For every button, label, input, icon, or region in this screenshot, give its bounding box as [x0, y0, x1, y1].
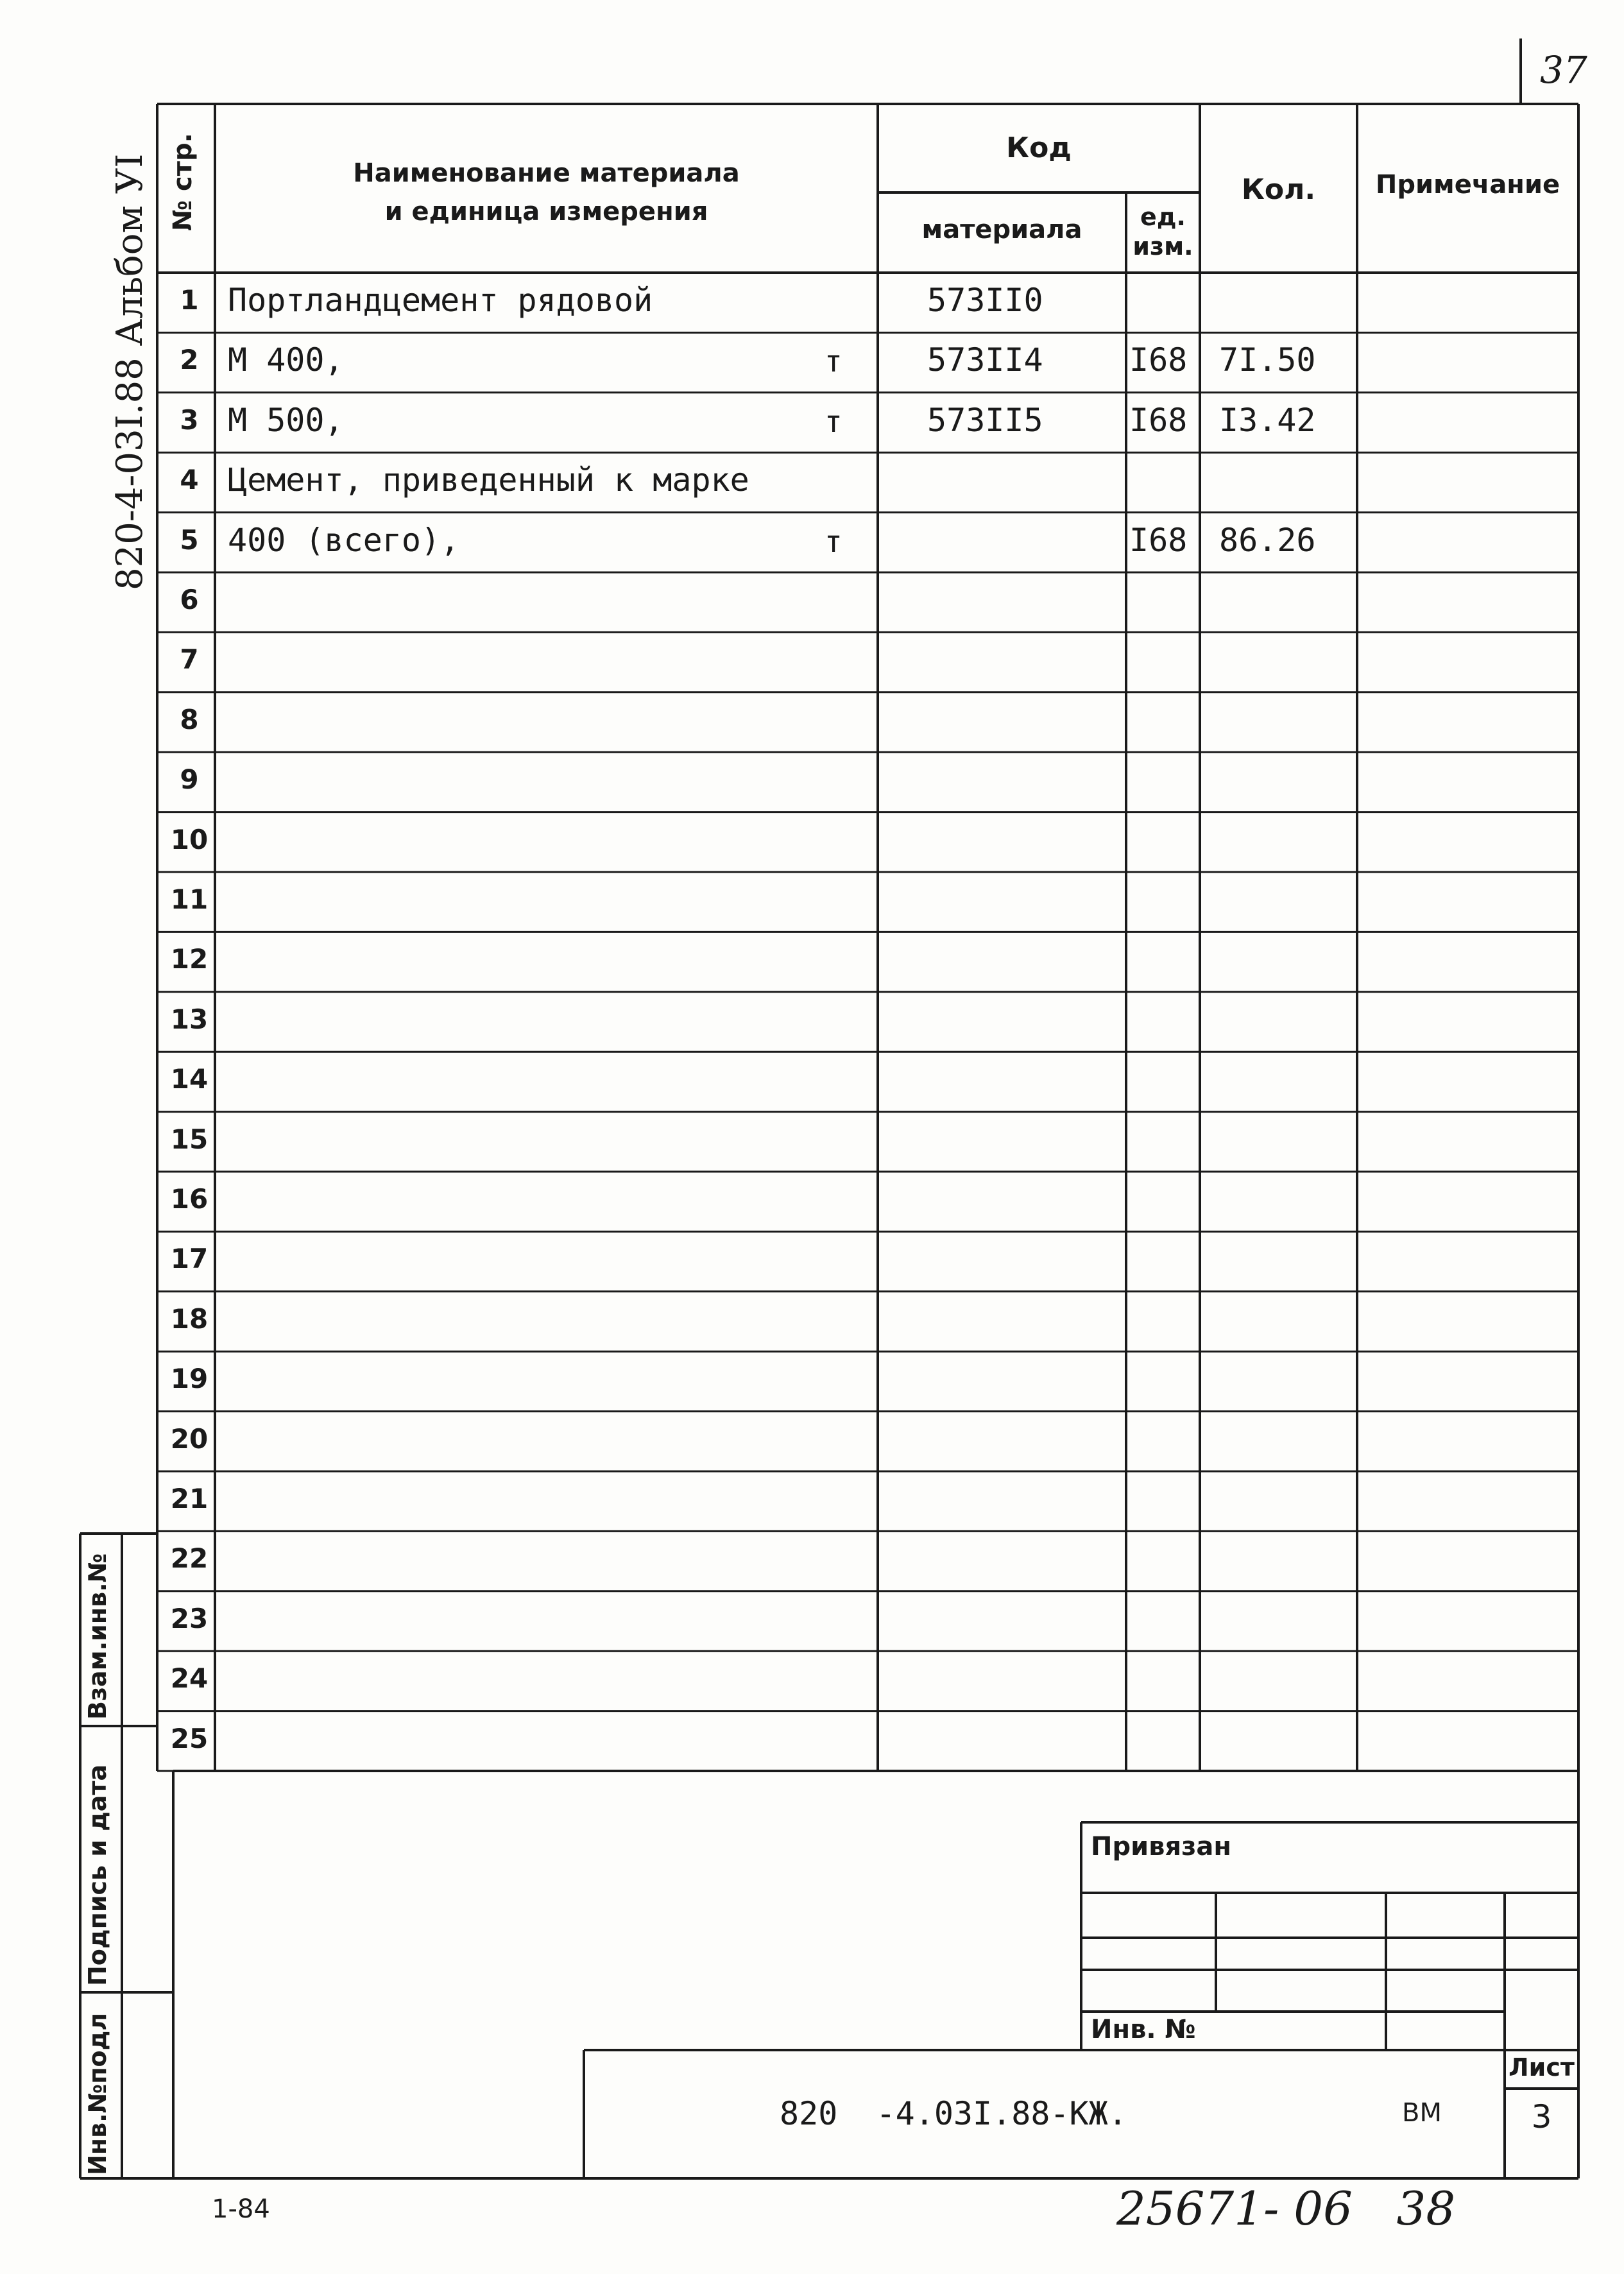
table-row — [0, 393, 1624, 452]
header-name-line1: Наименование материала — [353, 158, 740, 188]
table-row — [0, 992, 1624, 1052]
header-code-material: материала — [921, 215, 1082, 244]
table-row — [0, 872, 1624, 932]
row-number: 16 — [170, 1183, 209, 1215]
stamp-inv-no: Инв. № — [1091, 2015, 1196, 2044]
row-name: М 400, — [228, 341, 344, 379]
album-side-label: 820-4-03I.88 Альбом УI — [109, 153, 151, 590]
table-row — [0, 632, 1624, 692]
row-number: 21 — [170, 1483, 209, 1514]
row-number: 12 — [170, 943, 209, 975]
row-number: 5 — [180, 524, 199, 556]
header-no: № стр. — [168, 133, 198, 231]
row-code: 573II4 — [927, 341, 1043, 379]
table-row — [0, 752, 1624, 812]
row-code: 573II5 — [927, 401, 1043, 439]
row-code: 573II0 — [927, 282, 1043, 319]
row-number: 24 — [170, 1663, 209, 1695]
left-strip-podpis: Подпись и дата — [83, 1764, 112, 1986]
table-row — [0, 1711, 1624, 1771]
table-row — [0, 1112, 1624, 1172]
row-number: 8 — [180, 703, 199, 735]
row-number: 3 — [180, 404, 199, 436]
row-unit-symbol: т — [825, 524, 842, 559]
header-note: Примечание — [1375, 170, 1560, 200]
row-number: 14 — [170, 1063, 209, 1095]
row-qty: 86.26 — [1219, 521, 1316, 559]
header-name-line2: и единица измерения — [384, 197, 708, 227]
row-name: М 500, — [228, 401, 344, 439]
table-row — [0, 1351, 1624, 1411]
table-row — [0, 513, 1624, 572]
row-qty: I3.42 — [1219, 401, 1316, 439]
row-unit: I68 — [1129, 401, 1188, 439]
row-name: Цемент, приведенный к марке — [228, 461, 749, 499]
row-number: 4 — [180, 464, 199, 496]
table-row — [0, 1172, 1624, 1231]
table-row — [0, 1651, 1624, 1711]
footer-form-no: 1-84 — [212, 2194, 270, 2224]
table-row — [0, 1531, 1624, 1591]
row-unit: I68 — [1129, 341, 1188, 379]
row-number: 1 — [180, 284, 199, 316]
table-row — [0, 332, 1624, 392]
row-number: 13 — [170, 1003, 209, 1035]
row-unit: I68 — [1129, 521, 1188, 559]
row-number: 22 — [170, 1543, 209, 1575]
row-qty: 7I.50 — [1219, 341, 1316, 379]
footer-handwritten-number: 25671- 06 38 — [1116, 2182, 1456, 2236]
header-unit-line1: ед. — [1140, 203, 1186, 231]
row-number: 18 — [170, 1303, 209, 1335]
header-qty: Кол. — [1241, 173, 1316, 206]
table-row — [0, 1292, 1624, 1351]
row-unit-symbol: т — [825, 404, 842, 439]
row-number: 20 — [170, 1423, 209, 1455]
row-number: 15 — [170, 1123, 209, 1155]
stamp-list-no: 3 — [1531, 2098, 1552, 2135]
table-row — [0, 1412, 1624, 1471]
row-name: Портландцемент рядовой — [228, 282, 653, 319]
row-number: 7 — [180, 644, 199, 676]
stamp-privyazan: Привязан — [1091, 1832, 1232, 1861]
row-number: 10 — [170, 823, 209, 855]
row-unit-symbol: т — [825, 344, 842, 379]
stamp-list-label: Лист — [1509, 2053, 1575, 2082]
table-row — [0, 273, 1624, 332]
left-strip-vzam: Взам.инв.№ — [83, 1553, 112, 1720]
row-number: 17 — [170, 1243, 209, 1275]
row-number: 9 — [180, 764, 199, 796]
row-number: 11 — [170, 884, 209, 915]
header-unit-line2: изм. — [1133, 232, 1193, 261]
table-row — [0, 692, 1624, 752]
left-strip-inv-podl: Инв.№подл — [83, 2012, 112, 2175]
row-number: 25 — [170, 1722, 209, 1754]
stamp-doc-mark: ВМ — [1402, 2098, 1442, 2128]
table-row — [0, 452, 1624, 512]
table-row — [0, 1471, 1624, 1531]
table-row — [0, 1591, 1624, 1651]
row-number: 19 — [170, 1363, 209, 1395]
stamp-doc-code: 820 -4.03I.88-КЖ. — [780, 2095, 1127, 2132]
table-row — [0, 1231, 1624, 1291]
table-row — [0, 572, 1624, 632]
row-number: 23 — [170, 1602, 209, 1634]
row-number: 6 — [180, 584, 199, 615]
table-row — [0, 1052, 1624, 1111]
header-code: Код — [1006, 132, 1072, 164]
table-row — [0, 932, 1624, 991]
table-row — [0, 812, 1624, 872]
row-name: 400 (всего), — [228, 521, 460, 559]
row-number: 2 — [180, 344, 199, 376]
sheet-corner-number: 37 — [1540, 48, 1587, 92]
